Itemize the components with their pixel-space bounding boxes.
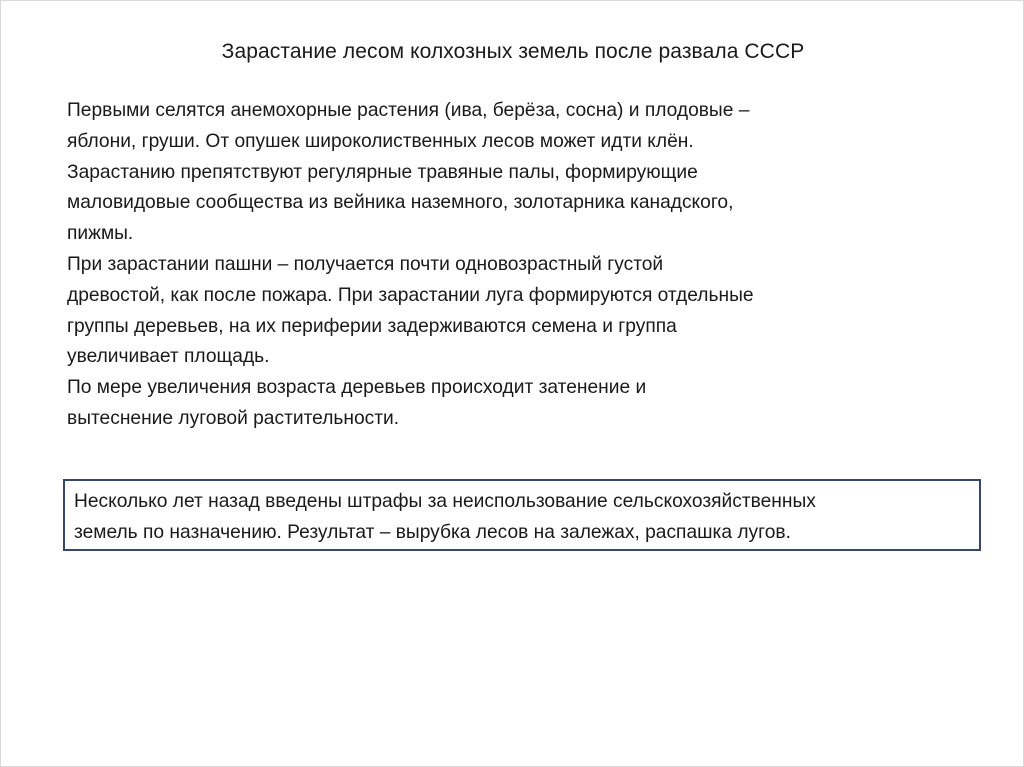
body-line: Зарастанию препятствуют регулярные травяные палы, формирующие [67,161,698,183]
note-line: земель по назначению. Результат – вырубка лесов на залежах, распашка лугов. [74,521,791,543]
body-line: увеличивает площадь. [67,346,270,368]
note-box [63,479,981,551]
body-line: При зарастании пашни – получается почти одновозрастный густой [67,253,664,275]
body-line: группы деревьев, на их периферии задерживаются семена и группа [67,315,677,337]
note-line: Несколько лет назад введены штрафы за неиспользование сельскохозяйственных [74,491,816,512]
body-line: пижмы. [67,223,134,245]
slide-title: Зарастание лесом колхозных земель после развала СССР [221,40,805,63]
body-line: древостой, как после пожара. При зарастании луга формируются отдельные [67,284,754,306]
body-text [67,96,947,435]
body-line: вытеснение луговой растительности. [67,407,400,429]
body-line: По мере увеличения возраста деревьев происходит затенение и [67,377,647,399]
body-line: яблони, груши. От опушек широколиственных лесов может идти клён. [67,130,694,152]
body-line: маловидовые сообщества из вейника наземного, золотарника канадского, [67,192,734,214]
body-line: Первыми селятся анемохорные растения (ива, берёза, сосна) и плодовые – [67,100,750,121]
